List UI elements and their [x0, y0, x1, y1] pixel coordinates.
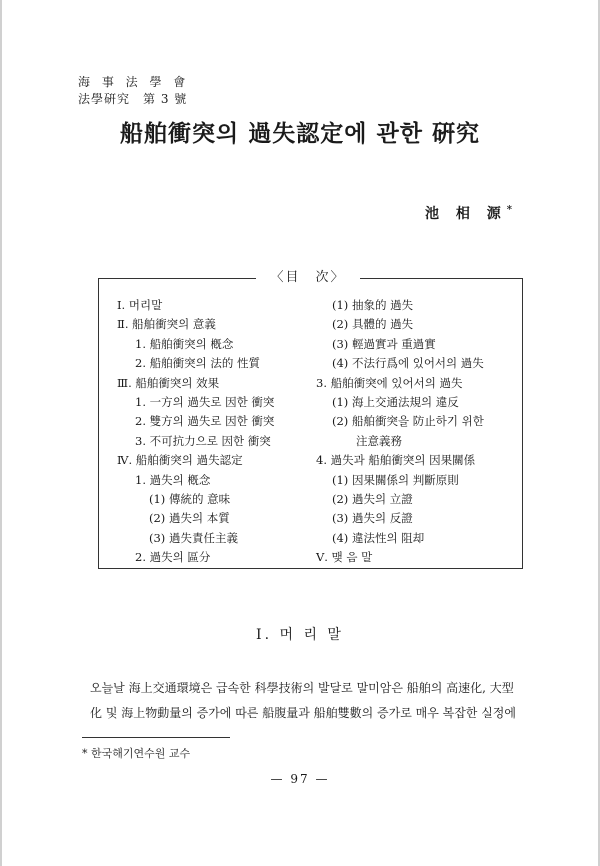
section-heading: Ⅰ. 머 리 말	[256, 627, 344, 643]
toc-item: 1. 過失의 槪念	[135, 472, 211, 487]
toc-item: (1) 因果關係의 判斷原則	[332, 472, 459, 487]
toc-item: 2. 過失의 區分	[135, 550, 211, 565]
toc-left-column	[117, 296, 274, 567]
page-number: — 97 —	[270, 772, 330, 786]
author-footnote-mark: *	[506, 204, 512, 216]
toc-item: 2. 船舶衝突의 法的 性質	[135, 356, 261, 371]
toc-item: (2) 過失의 本質	[149, 511, 230, 526]
toc-right-column	[316, 296, 484, 567]
author	[425, 203, 512, 223]
toc-item: (2) 具體的 過失	[332, 317, 414, 332]
toc-item: Ⅱ. 船舶衝突의 意義	[117, 317, 216, 332]
toc-item: 4. 過失과 船舶衝突의 因果關係	[316, 453, 476, 468]
toc-item: (2) 船舶衝突을 防止하기 위한	[332, 414, 484, 429]
toc-item: Ⅲ. 船舶衝突의 效果	[117, 375, 220, 390]
toc-item: 3. 不可抗力으로 因한 衝突	[135, 433, 271, 448]
toc-item: (1) 傳統的 意味	[149, 491, 231, 506]
footnote: * 한국해기연수원 교수	[82, 747, 191, 760]
toc-item: Ⅰ. 머리말	[117, 298, 163, 312]
body-paragraph	[82, 676, 534, 726]
toc-item: 1. 船舶衝突의 槪念	[135, 336, 234, 351]
toc-item: (3) 輕過實과 重過實	[332, 336, 436, 351]
author-name: 池 相 源	[425, 206, 507, 222]
toc-item: 2. 雙方의 過失로 因한 衝突	[135, 414, 275, 429]
footnote-divider	[82, 737, 230, 738]
journal-issue: 法學硏究 第 3 號	[78, 92, 188, 106]
toc-item: (1) 抽象的 過失	[332, 298, 414, 312]
paragraph-line: 오늘날 海上交通環境은 급속한 科學技術의 발달로 말미암은 船舶의 高速化, 大型	[90, 681, 514, 695]
toc-item: (4) 違法性의 阻却	[332, 530, 425, 545]
toc-item: 3. 船舶衝突에 있어서의 過失	[316, 375, 463, 390]
paragraph-line: 化 및 海上物動量의 증가에 따른 船腹量과 船舶雙數의 증가로 매우 복잡한 실정에	[90, 706, 516, 720]
journal-header	[78, 74, 189, 108]
toc-item: (2) 過失의 立證	[332, 491, 413, 506]
toc-item: Ⅴ. 맺 음 말	[316, 550, 373, 565]
paper-title: 船舶衝突의 過失認定에 관한 硏究	[120, 120, 480, 147]
toc-item: (4) 不法行爲에 있어서의 過失	[332, 356, 484, 371]
table-of-contents-heading: 〈目 次〉	[256, 268, 360, 288]
toc-item: Ⅳ. 船舶衝突의 過失認定	[117, 453, 243, 468]
journal-society: 海 事 法 學 會	[78, 75, 190, 89]
toc-item: (3) 過失의 反證	[332, 511, 413, 526]
toc-item: (1) 海上交通法規의 違反	[332, 394, 459, 409]
toc-item: 注意義務	[356, 433, 402, 448]
toc-item: 1. 一方의 過失로 因한 衝突	[135, 394, 275, 409]
toc-item: (3) 過失責任主義	[149, 530, 238, 545]
